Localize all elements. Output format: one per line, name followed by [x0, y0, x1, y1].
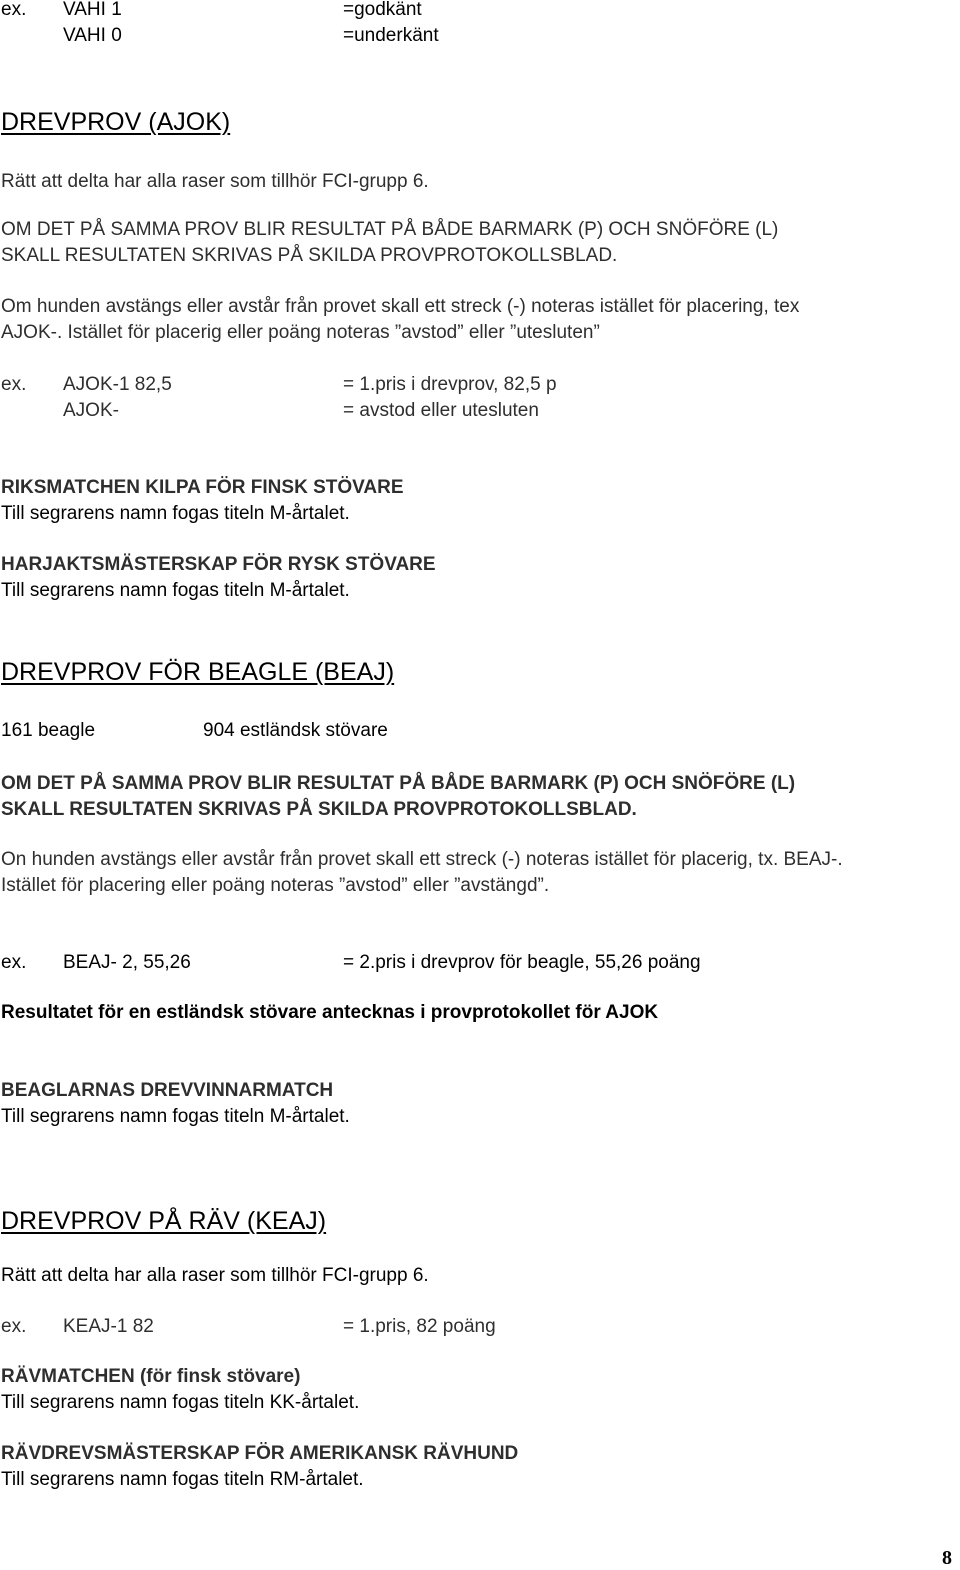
eligibility-text: Rätt att delta har alla raser som tillhör FCI-grupp 6.: [1, 171, 429, 192]
estonian-note: Resultatet för en estländsk stövare antecknas i provprotokollet för AJOK: [1, 1002, 659, 1023]
example-meaning: = 2.pris i drevprov för beagle, 55,26 poäng: [343, 952, 701, 973]
vahi-code: VAHI 1: [63, 0, 122, 20]
example-code: BEAJ- 2, 55,26: [63, 952, 191, 973]
subsection-text: Till segrarens namn fogas titeln M-årtalet.: [1, 503, 350, 524]
eligibility-text: Rätt att delta har alla raser som tillhör FCI-grupp 6.: [1, 1265, 429, 1286]
rule-text: On hunden avstängs eller avstår från provet skall ett streck (-) noteras istället för placerig, tx. BEAJ-. Istället för placering eller poäng noteras ”avstod” eller ”avstängd”.: [1, 849, 843, 896]
notice-text: OM DET PÅ SAMMA PROV BLIR RESULTAT PÅ BÅDE BARMARK (P) OCH SNÖFÖRE (L) SKALL RESULTATEN SKRIVAS PÅ SKILDA PROVPROTOKOLLSBLAD.: [1, 773, 796, 820]
vahi-code: VAHI 0: [63, 25, 122, 46]
example-meaning: = avstod eller utesluten: [343, 400, 539, 421]
example-meaning: = 1.pris, 82 poäng: [343, 1316, 496, 1337]
section-heading: DREVPROV PÅ RÄV (KEAJ): [1, 1207, 327, 1235]
example-code: KEAJ-1 82: [63, 1316, 154, 1337]
rule-text: Om hunden avstängs eller avstår från provet skall ett streck (-) noteras istället för placering, tex AJOK-. Istället för placerig eller poäng noteras ”avstod” eller ”utesluten”: [1, 296, 800, 343]
notice-text: OM DET PÅ SAMMA PROV BLIR RESULTAT PÅ BÅDE BARMARK (P) OCH SNÖFÖRE (L) SKALL RESULTATEN SKRIVAS PÅ SKILDA PROVPROTOKOLLSBLAD.: [1, 219, 779, 266]
subsection-title: BEAGLARNAS DREVVINNARMATCH: [1, 1080, 334, 1101]
subsection-title: RÄVDREVSMÄSTERSKAP FÖR AMERIKANSK RÄVHUND: [1, 1443, 519, 1464]
example-meaning: = 1.pris i drevprov, 82,5 p: [343, 374, 557, 395]
ex-label: ex.: [1, 1316, 27, 1337]
example-code: AJOK-: [63, 400, 119, 421]
subsection-text: Till segrarens namn fogas titeln KK-årtalet.: [1, 1392, 360, 1413]
ex-label: ex.: [1, 0, 27, 20]
breed-label: 904 estländsk stövare: [203, 720, 388, 741]
page-number: 8: [942, 1547, 952, 1569]
section-heading: DREVPROV FÖR BEAGLE (BEAJ): [1, 658, 395, 686]
ex-label: ex.: [1, 952, 27, 973]
breed-label: 161 beagle: [1, 720, 96, 741]
section-heading: DREVPROV (AJOK): [1, 108, 231, 136]
subsection-text: Till segrarens namn fogas titeln RM-årtalet.: [1, 1469, 364, 1490]
example-code: AJOK-1 82,5: [63, 374, 172, 395]
subsection-title: RIKSMATCHEN KILPA FÖR FINSK STÖVARE: [1, 477, 404, 498]
subsection-title: RÄVMATCHEN (för finsk stövare): [1, 1366, 301, 1387]
vahi-meaning: =godkänt: [343, 0, 422, 20]
subsection-title: HARJAKTSMÄSTERSKAP FÖR RYSK STÖVARE: [1, 554, 436, 575]
subsection-text: Till segrarens namn fogas titeln M-årtalet.: [1, 580, 350, 601]
subsection-text: Till segrarens namn fogas titeln M-årtalet.: [1, 1106, 350, 1127]
vahi-meaning: =underkänt: [343, 25, 439, 46]
ex-label: ex.: [1, 374, 27, 395]
